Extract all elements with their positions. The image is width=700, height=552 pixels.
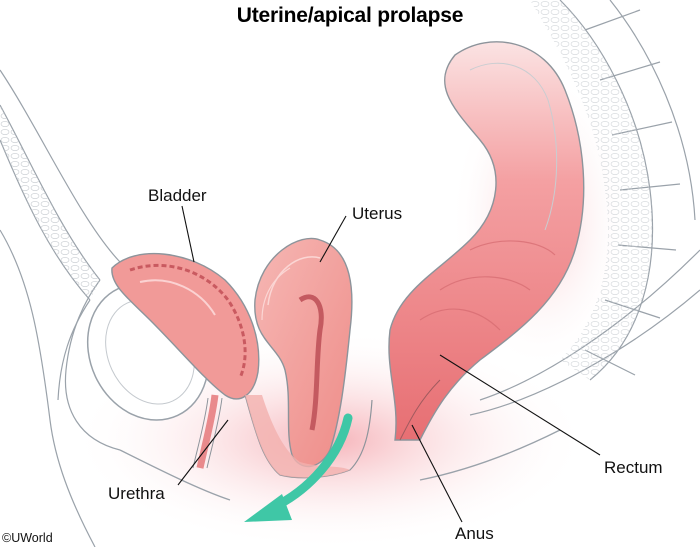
label-uterus: Uterus	[352, 204, 403, 223]
figure-title: Uterine/apical prolapse	[236, 4, 464, 27]
label-bladder: Bladder	[148, 186, 207, 205]
leader-bladder	[182, 206, 194, 262]
copyright: ©UWorld	[2, 531, 53, 545]
label-urethra: Urethra	[108, 484, 165, 503]
label-rectum: Rectum	[604, 458, 663, 477]
label-anus: Anus	[455, 524, 494, 543]
abdominal-wall-tissue	[0, 105, 100, 300]
